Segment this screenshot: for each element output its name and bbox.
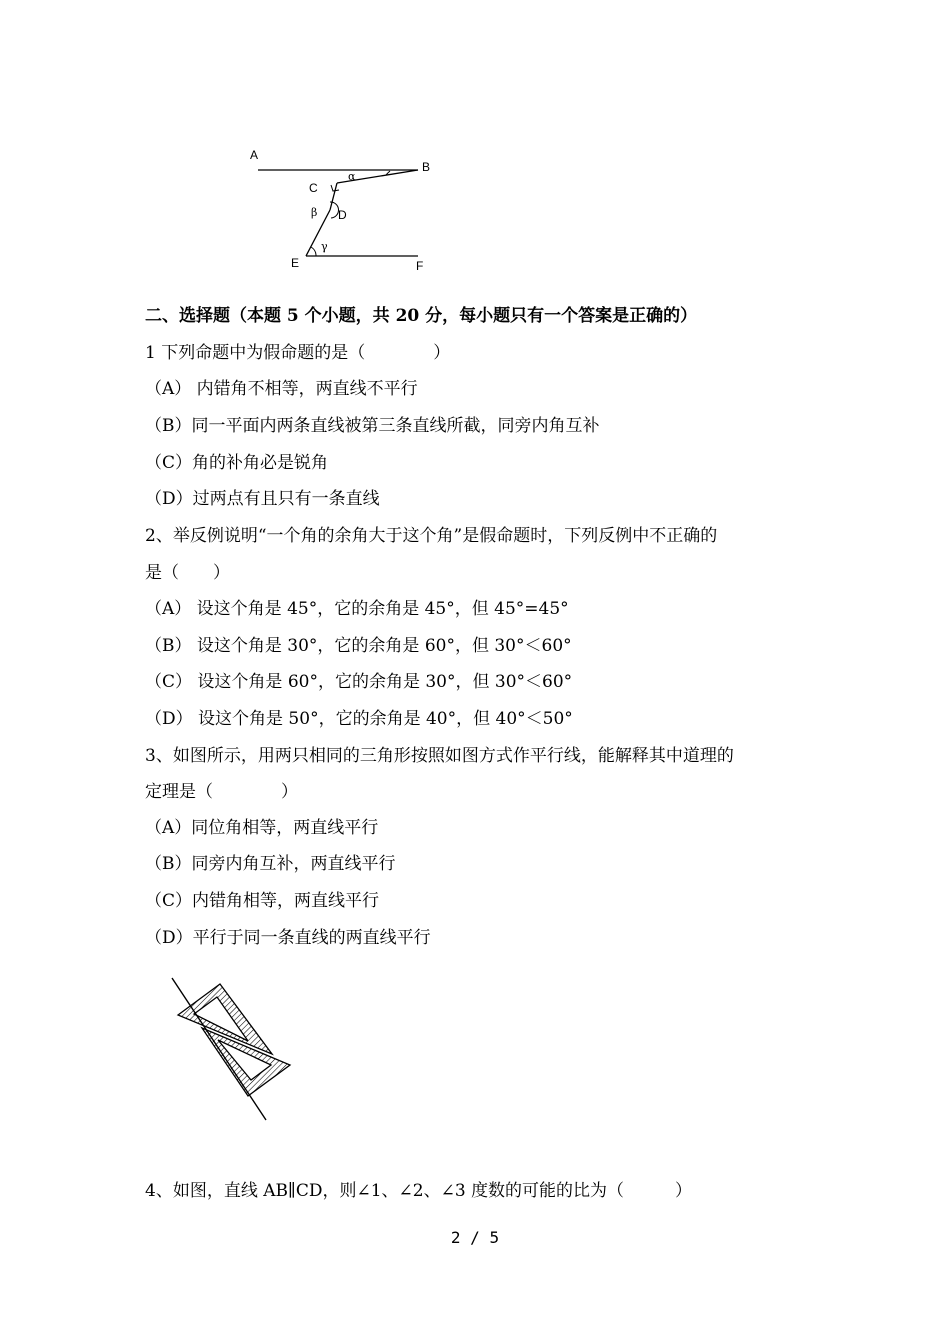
question-2-option-d: （D） 设这个角是 50°，它的余角是 40°，但 40°＜50°	[145, 709, 573, 729]
question-1-stem: 1 下列命题中为假命题的是（ ）	[145, 343, 451, 363]
question-1-option-a: （A） 内错角不相等，两直线不平行	[145, 379, 418, 399]
geometry-figure-parallel-lines	[240, 140, 440, 284]
point-label-d: D	[338, 208, 347, 222]
question-3-option-a: （A）同位角相等，两直线平行	[145, 818, 379, 838]
question-2-stem-line1: 2、举反例说明“一个角的余角大于这个角”是假命题时，下列反例中不正确的	[145, 526, 718, 546]
angle-label-alpha: α	[348, 170, 356, 183]
angle-arc-e	[311, 247, 316, 256]
question-1-option-d: （D）过两点有且只有一条直线	[145, 489, 380, 509]
point-label-e: E	[291, 256, 300, 270]
page-number: 2 / 5	[450, 1228, 500, 1247]
question-2-option-b: （B） 设这个角是 30°，它的余角是 60°，但 30°＜60°	[145, 636, 572, 656]
angle-label-beta: β	[311, 206, 318, 219]
question-3-option-c: （C）内错角相等，两直线平行	[145, 891, 380, 911]
question-3-option-b: （B）同旁内角互补，两直线平行	[145, 854, 396, 874]
question-1-option-c: （C）角的补角必是锐角	[145, 453, 329, 473]
question-3-option-d: （D）平行于同一条直线的两直线平行	[145, 928, 431, 948]
point-label-b: B	[422, 160, 431, 174]
question-3-stem-line1: 3、如图所示，用两只相同的三角形按照如图方式作平行线，能解释其中道理的	[145, 746, 734, 766]
section-heading: 二、选择题（本题 5 个小题，共 20 分，每小题只有一个答案是正确的）	[145, 306, 698, 326]
point-label-a: A	[250, 148, 259, 162]
triangle-ruler-figure	[160, 970, 300, 1129]
question-2-stem-line2: 是（ ）	[145, 563, 230, 583]
question-2-option-c: （C） 设这个角是 60°，它的余角是 30°，但 30°＜60°	[145, 672, 573, 692]
question-2-option-a: （A） 设这个角是 45°，它的余角是 45°，但 45°=45°	[145, 599, 569, 619]
question-1-option-b: （B）同一平面内两条直线被第三条直线所截，同旁内角互补	[145, 416, 600, 436]
question-4-stem: 4、如图，直线 AB∥CD，则∠1、∠2、∠3 度数的可能的比为（ ）	[145, 1181, 693, 1201]
angle-label-gamma: γ	[321, 240, 328, 253]
point-label-f: F	[416, 259, 424, 273]
point-label-c: C	[309, 181, 318, 195]
question-3-stem-line2: 定理是（ ）	[145, 782, 298, 802]
segment-cd	[330, 183, 337, 210]
